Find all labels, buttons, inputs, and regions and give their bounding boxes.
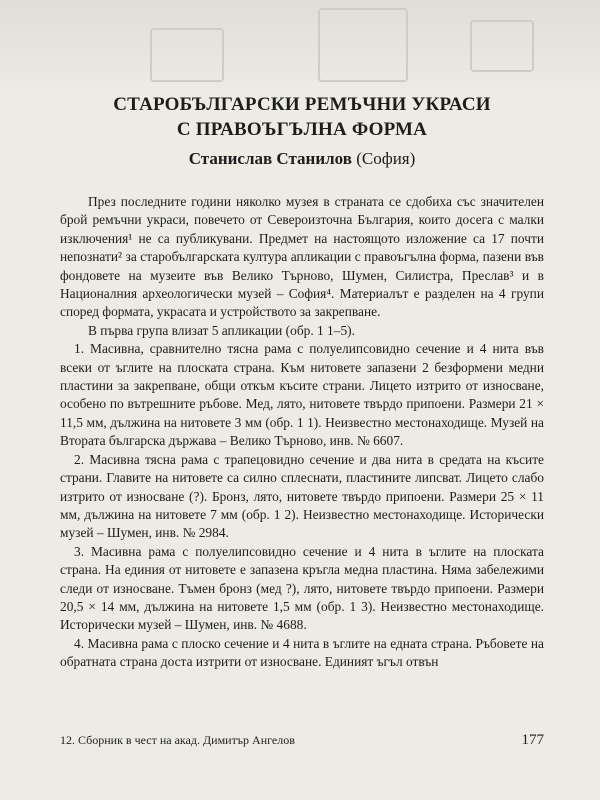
paragraph-item-3: 3. Масивна рама с полуелипсовидно сечение и 4 нита в ъглите на плоската страна. На единия от нитовете е запазена кръгла медна пластина. Няма забележими следи от износване. Тъмен бронз (мед ?), лято, нитовете твърдо припоени. Размери 20,5 × 14 мм, дължина на нитовете 1,5 мм (обр. 1 3). Неизвестно местонаходище. Исторически музей – Шумен, инв. № 4688. (60, 543, 544, 633)
article-title (60, 92, 544, 142)
show-through-figure (470, 20, 534, 72)
title-line-2: С ПРАВОЪГЪЛНА ФОРМА (176, 119, 428, 140)
author-place: (София) (356, 149, 416, 168)
paragraph-group-one: В първа група влизат 5 апликации (обр. 1 1–5). (88, 322, 355, 338)
show-through-figure (150, 28, 224, 82)
author-name: Станислав Станилов (188, 149, 352, 168)
article-page (60, 92, 544, 672)
page-number: 177 (521, 732, 544, 748)
page-footer (60, 732, 544, 749)
author-line (60, 148, 544, 170)
paragraph-item-2: 2. Масивна тясна рама с трапецовидно сечение и два нита в средата на късите страни. Главите на нитовете са силно сплеснати, пластините липсват. Лицето слабо изтрито от износване (?). Бронз, лято, нитовете твърдо припоени. Размери 25 × 11 мм, дължина на нитовете 7 мм (обр. 1 2). Неизвестно местонаходище. Исторически музей – Шумен, инв. № 2984. (60, 451, 544, 541)
show-through-figure (318, 8, 408, 82)
paragraph-intro: През последните години няколко музея в страната се сдобиха със значителен брой ремъчни украси, повечето от Североизточна България, които досега с малки изключения¹ не са публикувани. Предмет на настоящото изложение са 17 почти непознати² за старобългарската култура апликации с правоъгълна форма, пазени във фондовете на музеите във Велико Търново, Шумен, Силистра, Преслав³ и в Националния археологически музей – София⁴. Материалът е разделен на 4 групи според формата, украсата и устройството за закрепване. (60, 194, 544, 320)
paragraph-item-4: 4. Масивна рама с плоско сечение и 4 нита в ъглите на едната страна. Ръбовете на обратната страна доста изтрити от износване. Единият ъгъл отвън (60, 635, 544, 670)
article-body (60, 193, 544, 672)
running-head: 12. Сборник в чест на акад. Димитър Ангелов (60, 733, 295, 747)
title-line-1: СТАРОБЪЛГАРСКИ РЕМЪЧНИ УКРАСИ (113, 94, 491, 115)
paragraph-item-1: 1. Масивна, сравнително тясна рама с полуелипсовидно сечение и 4 нита във всеки от ъглите на плоската страна. Към нитовете запазени 2 безформени медни пластини за закрепване, общи откъм късите страни. Лицето изтрито от износване, особено по вътрешните ръбове. Мед, лято, нитовете твърдо припоени. Размери 21 × 11,5 мм, дължина на нитовете 3 мм (обр. 1 1). Неизвестно местонаходище. Музей на Втората българска държава – Велико Търново, инв. № 6607. (60, 341, 544, 449)
